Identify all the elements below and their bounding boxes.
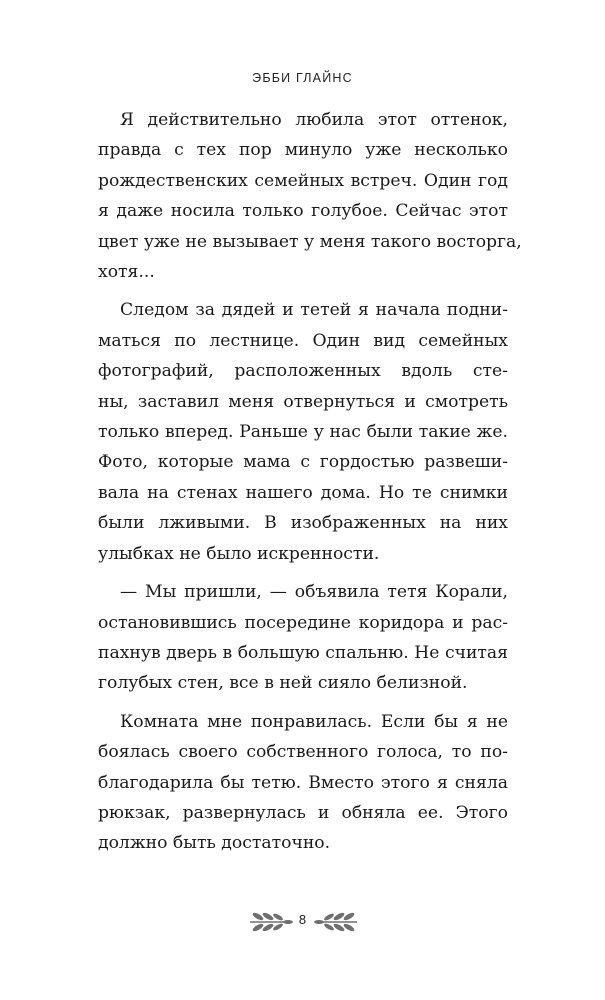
text-line: я даже носила только голубое. Сейчас этот	[98, 201, 508, 222]
laurel-branch-right-icon	[313, 908, 361, 936]
running-head: ЭББИ ГЛАЙНС	[252, 71, 353, 85]
text-line: цвет уже не вызывает у меня такого восторга,	[98, 231, 522, 252]
text-line: рождественских семейных встреч. Один год	[98, 170, 508, 191]
text-line: хотя...	[98, 262, 155, 283]
text-line: правда с тех пор минуло уже несколько	[98, 140, 508, 161]
text-line: только вперед. Раньше у нас были такие же.	[98, 422, 508, 443]
text-line: благодарила бы тетю. Вместо этого я сняла	[98, 772, 508, 793]
text-line: Комната мне понравилась. Если бы я не	[120, 711, 508, 732]
text-line: голубых стен, все в ней сияло белизной.	[98, 673, 468, 694]
text-line: фотографий, расположенных вдоль сте-	[98, 361, 508, 382]
text-line: остановившись посередине коридора и рас-	[98, 612, 508, 633]
text-line: боялась своего собственного голоса, то по-	[98, 742, 508, 763]
page-number: 8	[298, 912, 307, 927]
text-line: рюкзак, развернулась и обняла ее. Этого	[98, 802, 508, 823]
text-line: Фото, которые мама с гордостью развеши-	[98, 452, 508, 473]
text-line: улыбках не было искренности.	[98, 543, 380, 564]
page-footer	[0, 902, 605, 942]
text-line: ны, заставил меня отвернуться и смотреть	[98, 391, 508, 412]
text-line: были лживыми. В изображенных на них	[98, 513, 508, 534]
text-line: вала на стенах нашего дома. Но те снимки	[98, 482, 508, 503]
text-line: — Мы пришли, — объявила тетя Корали,	[120, 582, 508, 603]
paragraph	[98, 577, 508, 699]
paragraph	[98, 707, 508, 859]
text-line: Следом за дядей и тетей я начала подни-	[120, 300, 508, 321]
text-line: Я действительно любила этот оттенок,	[120, 110, 508, 130]
text-line: пахнув дверь в большую спальню. Не считая	[98, 642, 508, 663]
paragraph	[98, 105, 522, 287]
body-text	[98, 105, 522, 859]
text-line: должно быть достаточно.	[98, 833, 331, 854]
paragraph	[98, 295, 508, 569]
text-line: маться по лестнице. Один вид семейных	[98, 330, 508, 351]
